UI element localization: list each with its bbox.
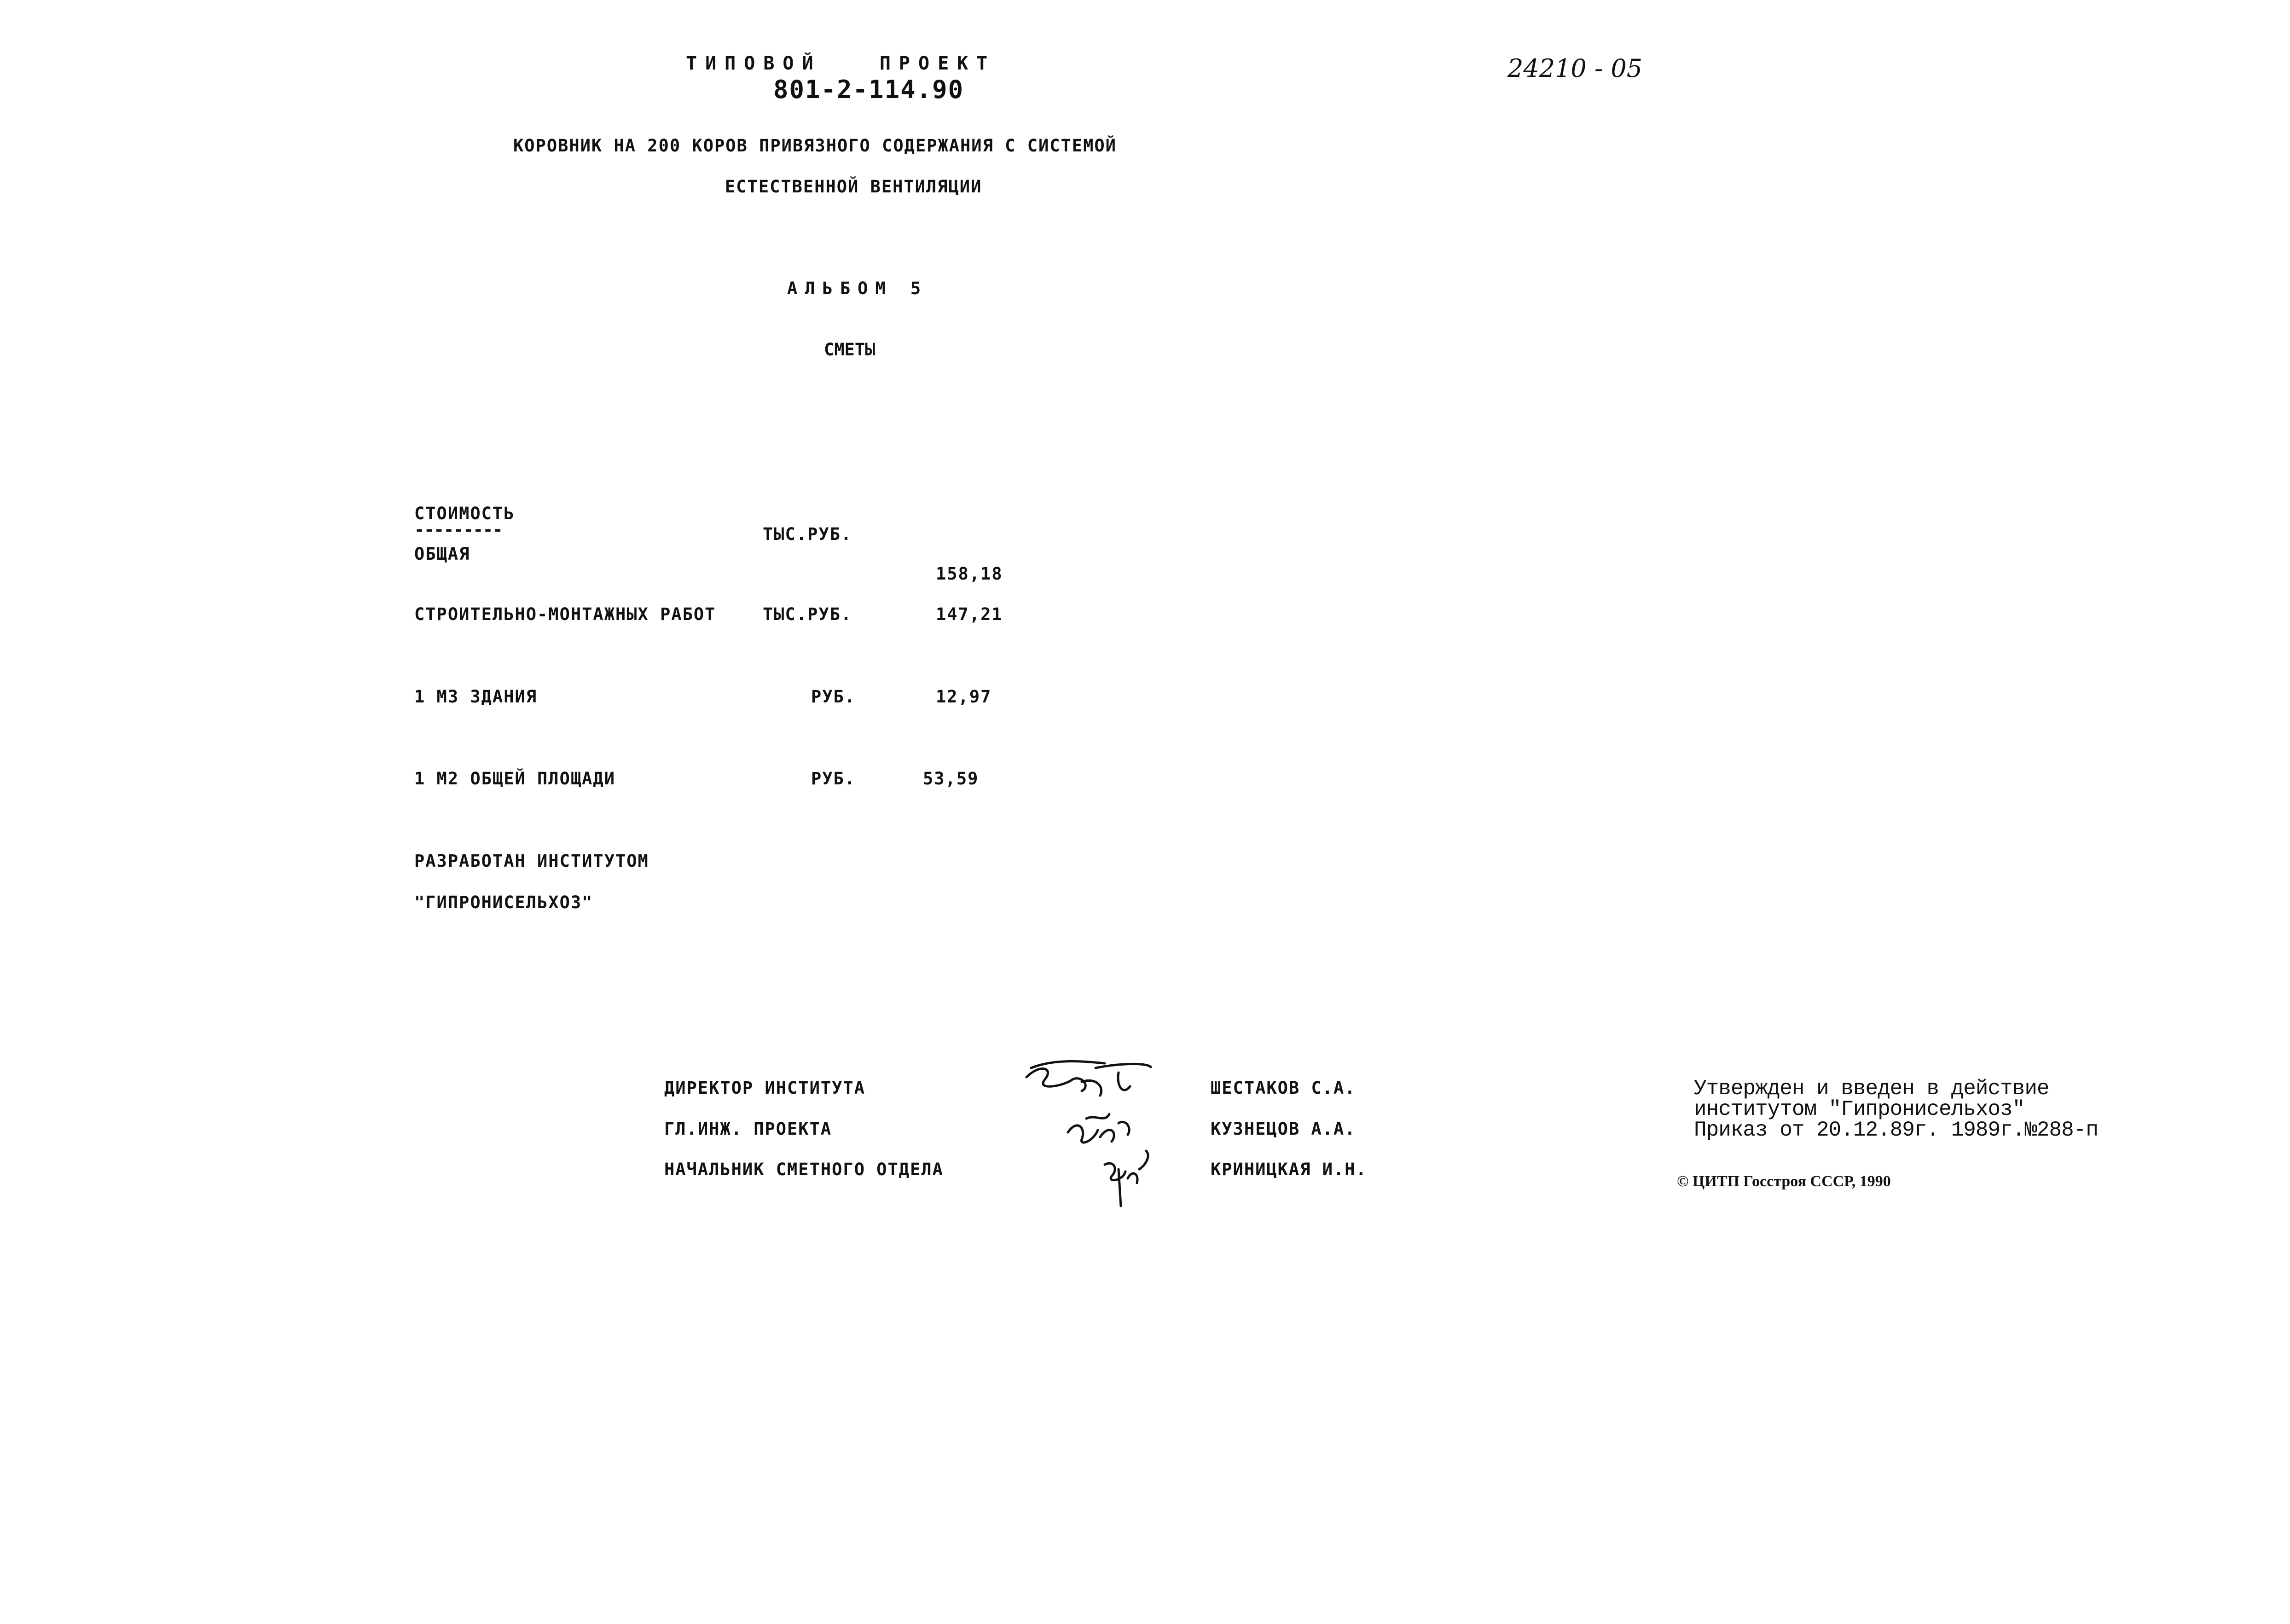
cost-row-label: ОБЩАЯ xyxy=(414,544,470,564)
signature-name: КУЗНЕЦОВ А.А. xyxy=(1211,1119,1356,1139)
developer-line-2: "ГИПРОНИСЕЛЬХОЗ" xyxy=(414,893,593,912)
handwritten-signatures xyxy=(1013,1054,1215,1215)
cost-row-value: 12,97 xyxy=(936,687,992,707)
signature-name: КРИНИЦКАЯ И.Н. xyxy=(1211,1160,1367,1179)
title-line-2: ЕСТЕСТВЕННОЙ ВЕНТИЛЯЦИИ xyxy=(725,177,982,197)
cost-row-label: 1 М2 ОБЩЕЙ ПЛОЩАДИ xyxy=(414,769,615,789)
archive-number: 24210 - 05 xyxy=(1507,54,1643,83)
cost-row-value: 53,59 xyxy=(923,769,979,789)
approval-line-1: Утвержден и введен в действие xyxy=(1694,1077,2049,1101)
developer-line-1: РАЗРАБОТАН ИНСТИТУТОМ xyxy=(414,851,649,871)
album-label: АЛЬБОМ 5 xyxy=(787,278,928,298)
title-line-1: КОРОВНИК НА 200 КОРОВ ПРИВЯЗНОГО СОДЕРЖАНИЯ С СИСТЕМОЙ xyxy=(513,136,1117,156)
signature-role: НАЧАЛЬНИК СМЕТНОГО ОТДЕЛА xyxy=(664,1160,944,1179)
project-type: ТИПОВОЙ ПРОЕКТ xyxy=(686,53,996,74)
cost-row-value: 158,18 xyxy=(936,564,1003,584)
cost-row-label: 1 М3 ЗДАНИЯ xyxy=(414,687,538,707)
approval-line-2: институтом "Гипронисельхоз" xyxy=(1694,1097,2025,1121)
cost-row-label: СТРОИТЕЛЬНО-МОНТАЖНЫХ РАБОТ xyxy=(414,604,716,624)
approval-line-3: Приказ от 20.12.89г. 1989г.№288-п xyxy=(1694,1118,2098,1142)
cost-heading: СТОИМОСТЬ xyxy=(414,504,515,523)
cost-row-unit: РУБ. xyxy=(811,687,856,707)
cost-row-unit: ТЫС.РУБ. xyxy=(763,604,852,624)
copyright: © ЦИТП Госстроя СССР, 1990 xyxy=(1677,1173,1891,1190)
signature-role: ДИРЕКТОР ИНСТИТУТА xyxy=(664,1078,865,1098)
project-code: 801-2-114.90 xyxy=(773,75,964,104)
signature-role: ГЛ.ИНЖ. ПРОЕКТА xyxy=(664,1119,832,1139)
cost-row-unit: РУБ. xyxy=(811,769,856,789)
album-subtitle: СМЕТЫ xyxy=(824,340,875,360)
cost-row-unit: ТЫС.РУБ. xyxy=(763,524,852,544)
cost-heading-rule: --------- xyxy=(414,520,503,539)
signature-name: ШЕСТАКОВ С.А. xyxy=(1211,1078,1356,1098)
cost-row-value: 147,21 xyxy=(936,604,1003,624)
